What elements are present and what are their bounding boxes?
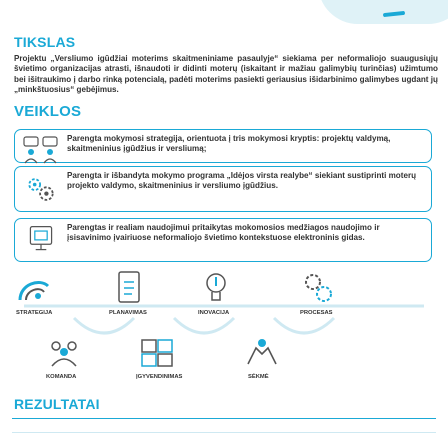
activity-text: Parengtas ir realiam naudojimui pritaikytas mokomosios medžiagos naudojimo ir įsisavinimo įvairiuose neformaliojo švietimo kontekstuose elektroninis gidas. — [67, 223, 380, 243]
success-hands-icon — [242, 334, 282, 370]
process-gears-icon — [300, 268, 336, 308]
process-chain — [14, 268, 432, 388]
chain-label-komanda: KOMANDA — [46, 374, 77, 380]
tikslas-paragraph: Projektu „Versliumo igūdžiai moterims skaitmeniniame pasaulyje“ siekiama per neformaliojo suaugusiųjų švietimo organizacijas atrasti, išnaudoti ir didinti moterų (iskaitant ir mažiau galimybių turinčias) užimtumo bei išitraukimo į darbo rinką potencialą, padėti moterims pasiekti geriausius išidarbinimo galimybes ugdant jų „minkštuosius“ gebėjimus. — [14, 54, 438, 95]
activity-card-program — [14, 166, 432, 212]
bottom-divider — [12, 418, 436, 419]
monitor-icon — [21, 224, 61, 254]
puzzle-icon — [138, 334, 178, 370]
team-icon — [44, 336, 84, 370]
clipboard-icon — [114, 268, 144, 308]
activity-card-guide — [14, 218, 432, 262]
decorative-blob — [318, 0, 448, 24]
section-title-rezultatai: REZULTATAI — [14, 396, 100, 412]
top-decoration — [0, 0, 448, 34]
activity-text: Parengta mokymosi strategija, orientuota į tris mokymosi kryptis: projektų valdymą, skaitmeninius įgūdžius ir versliumą; — [67, 134, 391, 154]
activity-card-strategy — [14, 129, 432, 163]
target-icon — [16, 274, 56, 308]
lightbulb-icon — [200, 268, 232, 308]
chain-label-procesas: PROCESAS — [300, 310, 333, 316]
chain-label-inovacija: INOVACIJA — [198, 310, 230, 316]
chain-label-igyvendinimas: ĮGYVENDINIMAS — [136, 374, 183, 380]
activity-text: Parengta ir išbandyta mokymo programa „Idėjos virsta realybe“ siekiant sustiprinti moterų projekto valdymo, skaitmeninius ir versliumo įgūdžius. — [67, 171, 417, 191]
chain-label-sekme: SĖKMĖ — [248, 374, 269, 380]
chain-label-planavimas: PLANAVIMAS — [109, 310, 147, 316]
bottom-divider-light — [12, 432, 436, 433]
gears-icon — [21, 172, 61, 208]
conversation-icon — [21, 135, 61, 165]
section-title-veiklos: VEIKLOS — [14, 103, 82, 120]
chain-label-strategija: STRATEGIJA — [16, 310, 53, 316]
section-title-tikslas: TIKSLAS — [14, 34, 76, 50]
